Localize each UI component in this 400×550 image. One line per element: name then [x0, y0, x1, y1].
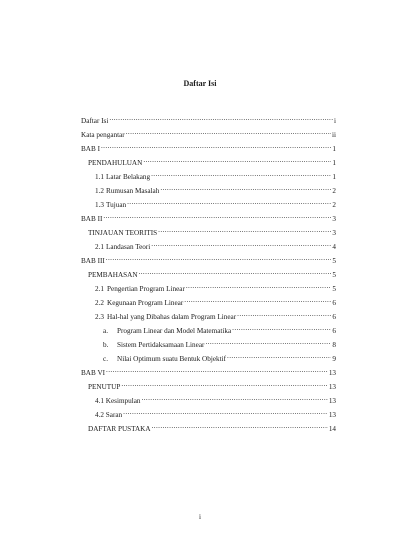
toc-entry: [88, 267, 336, 277]
toc-entry: [103, 351, 336, 361]
toc-entry-page: 9: [332, 355, 336, 363]
toc-entry-page: 1: [332, 145, 336, 153]
toc-entry: [95, 281, 336, 291]
toc-entry-number: 2.2: [95, 299, 104, 307]
toc-dot-leader: [126, 127, 331, 137]
toc-dot-leader: [151, 239, 331, 249]
toc-dot-leader: [237, 309, 331, 319]
toc-entry-page: 5: [332, 271, 336, 279]
toc-entry-label: Hal-hal yang Dibahas dalam Program Linear: [107, 313, 237, 321]
toc-dot-leader: [121, 379, 327, 389]
toc-entry-page: 3: [332, 229, 336, 237]
toc-entry-page: 3: [332, 215, 336, 223]
toc-entry-label: BAB II: [81, 215, 103, 223]
toc-entry-number: 2.1: [95, 285, 104, 293]
toc-dot-leader: [227, 351, 331, 361]
toc-entry-page: 13: [328, 411, 336, 419]
toc-entry-label: Landasan Teori: [106, 243, 151, 251]
toc-dot-leader: [186, 281, 332, 291]
toc-entry-page: 1: [332, 159, 336, 167]
toc-entry-label: BAB I: [81, 145, 100, 153]
toc-dot-leader: [106, 365, 328, 375]
toc-entry: [95, 407, 336, 417]
toc-entry-label: BAB VI: [81, 369, 106, 377]
toc-entry: [88, 421, 336, 431]
toc-entry-page: 2: [332, 187, 336, 195]
toc-entry: [103, 323, 336, 333]
toc-entry-label: Daftar Isi: [81, 117, 109, 125]
toc-entry: [81, 141, 336, 151]
toc-entry-page: 4: [332, 243, 336, 251]
toc-entry-label: Program Linear dan Model Matematika: [117, 327, 232, 335]
toc-entry-label: 4.2 Saran: [95, 411, 123, 419]
toc-entry-label: PENUTUP: [88, 383, 121, 391]
toc-entry-page: 5: [332, 285, 336, 293]
toc-entry-page: 8: [332, 341, 336, 349]
toc-entry-label: Kata pengantar: [81, 131, 125, 139]
toc-entry-label: Tujuan: [106, 201, 127, 209]
toc-dot-leader: [123, 407, 328, 417]
toc-dot-leader: [139, 267, 332, 277]
toc-dot-leader: [152, 421, 328, 431]
toc-dot-leader: [103, 211, 331, 221]
toc-entry: [95, 309, 336, 319]
toc-entry: [95, 393, 336, 403]
toc-entry-page: i: [334, 117, 336, 125]
toc-dot-leader: [151, 169, 331, 179]
toc-entry-page: 6: [332, 299, 336, 307]
toc-dot-leader: [101, 141, 331, 151]
toc-dot-leader: [158, 225, 331, 235]
toc-dot-leader: [143, 155, 331, 165]
toc-entry: [95, 183, 336, 193]
toc-entry-page: 14: [328, 425, 336, 433]
toc-entry-number: 1.2: [95, 187, 104, 195]
toc-entry-label: PENDAHULUAN: [88, 159, 143, 167]
toc-dot-leader: [142, 393, 328, 403]
toc-dot-leader: [184, 295, 331, 305]
toc-entry: [81, 253, 336, 263]
toc-entry-number: a.: [103, 327, 108, 335]
toc-entry-page: 13: [328, 397, 336, 405]
page-title: Daftar Isi: [183, 79, 217, 88]
toc-entry: [81, 113, 336, 123]
toc-entry-page: 5: [332, 257, 336, 265]
toc-entry: [88, 155, 336, 165]
toc-entry-page: 1: [332, 173, 336, 181]
toc-dot-leader: [127, 197, 331, 207]
toc-entry: [95, 295, 336, 305]
toc-entry-number: 2.1: [95, 243, 104, 251]
toc-entry: [95, 197, 336, 207]
toc-entry-number: b.: [103, 341, 109, 349]
toc-entry-label: Nilai Optimum suatu Bentuk Objektif: [117, 355, 226, 363]
toc-entry: [81, 365, 336, 375]
toc-entry: [88, 225, 336, 235]
toc-entry-number: 1.1: [95, 173, 104, 181]
toc-dot-leader: [160, 183, 331, 193]
toc-entry: [81, 127, 336, 137]
toc-entry-number: 2.3: [95, 313, 104, 321]
toc-entry-label: Rumusan Masalah: [106, 187, 160, 195]
toc-dot-leader: [109, 113, 333, 123]
toc-entry: [95, 239, 336, 249]
toc-entry-page: 13: [328, 383, 336, 391]
toc-entry-page: 2: [332, 201, 336, 209]
toc-entry-label: TINJAUAN TEORITIS: [88, 229, 158, 237]
toc-dot-leader: [106, 253, 332, 263]
toc-dot-leader: [232, 323, 331, 333]
page-number-footer: i: [199, 513, 201, 521]
toc-entry: [103, 337, 336, 347]
toc-entry-page: 6: [332, 327, 336, 335]
toc-entry-number: 1.3: [95, 201, 104, 209]
toc-entry-label: PEMBAHASAN: [88, 271, 138, 279]
toc-entry-page: ii: [332, 131, 336, 139]
toc-entry: [95, 169, 336, 179]
toc-entry: [81, 211, 336, 221]
toc-entry-label: Pengertian Program Linear: [107, 285, 185, 293]
toc-entry: [88, 379, 336, 389]
toc-entry-label: DAFTAR PUSTAKA: [88, 425, 151, 433]
toc-entry-label: Latar Belakang: [106, 173, 151, 181]
toc-entry-label: Sistem Pertidaksamaan Linear: [117, 341, 205, 349]
toc-entry-label: BAB III: [81, 257, 105, 265]
toc-entry-page: 6: [332, 313, 336, 321]
toc-dot-leader: [205, 337, 331, 347]
toc-entry-label: 4.1 Kesimpulan: [95, 397, 141, 405]
toc-entry-number: c.: [103, 355, 108, 363]
toc-entry-page: 13: [328, 369, 336, 377]
toc-entry-label: Kegunaan Program Linear: [107, 299, 184, 307]
